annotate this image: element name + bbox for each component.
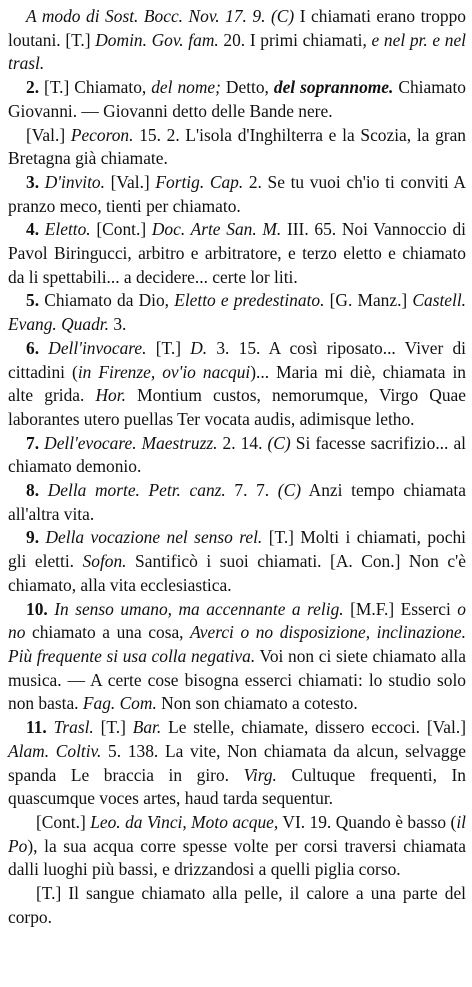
entry-chiamato-sost [8,5,466,76]
text-run: Chiamato Giovanni. — Giovanni detto delle Bande nere. [8,77,466,121]
entry-11-trasl [8,716,466,811]
entry-5-chiamato-da-dio [8,289,466,336]
sense-number: 11. [26,717,47,738]
text-run: Non son chiamato a cotesto. [156,693,358,714]
styled-text-run: e nel pr. e nel trasl. [8,29,466,74]
text-run: ), la sua acqua corre spesse volte per corsi traversi chiamata dalli luoghi più bassi, e drizzandosi a quelli piglia corso. [8,835,466,880]
sense-number: 5. [26,290,40,311]
text-run: 3. 15. A così riposato... Viver di cittadini ( [8,337,466,382]
entry-leo-da-vinci [8,811,466,882]
text-run: Cultuque frequenti, In quascumque voces artes, haud tarda sequentur. [8,764,466,809]
text-run [39,480,48,500]
styled-text-run: Virg. [243,764,277,785]
sense-number: 3. [26,171,40,192]
styled-text-run: A modo di Sost. Bocc. Nov. 17. 9. (C) [26,6,295,26]
text-run: 2. 14. [217,432,268,453]
text-run: [T.] Chiamato, [39,77,152,98]
text-run: 15. 2. L'isola d'Inghilterra e la Scozia, la gran Bretagna già chiamate. [8,124,466,169]
styled-text-run: Leo. da Vinci, Moto acque, [90,811,279,832]
text-run: [M.F.] Esserci [343,598,458,619]
styled-text-run: Doc. Arte San. M. [151,219,282,240]
styled-text-run: Sofon. [82,551,127,572]
text-run: 2. Se tu vuoi ch'io ti conviti A pranzo meco, tienti per chiamato. [8,171,466,216]
text-run: Si facesse sacrifizio... al chiamato demonio. [8,432,467,477]
sense-number: 10. [26,598,48,619]
text-run: I chiamati erano troppo loutani. [T.] [8,6,466,50]
text-run: Chiamato da Dio, [39,290,175,311]
text-run: [G. Manz.] [324,290,413,311]
styled-text-run: o no [8,598,466,643]
entry-8-morte [8,479,466,526]
sense-number: 4. [26,219,40,240]
text-run: [Cont.] [90,219,152,240]
entry-6-invocare [8,337,466,432]
text-run: chiamato a una cosa, [25,622,191,643]
text-run: [T.] Molti i chiamati, pochi gli eletti. [8,527,466,572]
text-run: VI. 19. Quando è basso ( [278,811,457,832]
text-run: Anzi tempo chiamata all'altra vita. [8,480,466,524]
styled-text-run: Dell'invocare. [48,337,147,358]
styled-text-run: D. [190,337,208,358]
styled-text-run: Fag. Com. [82,693,157,714]
styled-text-run: Eletto. [44,219,91,240]
styled-text-run: del nome; [151,77,221,98]
styled-text-run: Della vocazione nel senso rel. [45,527,263,548]
entry-pecoron-citation [8,124,466,171]
styled-text-run: Dell'evocare. Maestruzz. [44,432,218,453]
styled-text-run: Bar. [132,717,162,738]
styled-text-run: (C) [267,432,291,453]
entry-9-vocazione [8,526,466,597]
text-run: [Val.] [104,171,156,192]
text-run: )... Maria mi diè, chiamata in alte grida. [8,361,466,406]
entry-sangue-chiamato [8,882,466,929]
sense-number: 2. [26,77,40,98]
styled-text-run: Alam. Coltiv. [8,740,102,761]
entry-10-senso-umano [8,598,466,717]
styled-text-run: del soprannome. [273,77,394,98]
styled-text-run: in Firenze, ov'io nacqui [77,361,251,382]
text-run: Santificò i suoi chiamati. [A. Con.] Non c'è chiamato, alla vita ecclesiastica. [8,551,466,595]
styled-text-run: (C) [277,480,301,501]
text-run: Detto, [220,77,274,98]
sense-number: 7. [26,432,40,453]
text-run [39,338,48,358]
sense-number: 6. [26,337,40,358]
styled-text-run: Eletto e predestinato. [174,290,325,311]
styled-text-run: Della morte. Petr. canz. [47,480,226,501]
styled-text-run: Trasl. [53,717,94,738]
text-run: Voi non ci siete chiamato alla musica. — A certe cose bisogna esserci chiamati: lo studio solo non basta. [8,645,466,714]
styled-text-run: In senso umano, ma accennante a relig. [54,598,344,619]
text-run: [T.] [146,337,191,358]
text-run: [Val.] [26,124,71,145]
text-run: 20. I primi chiamati, [218,29,372,50]
styled-text-run: D'invito. [44,171,105,192]
text-run: III. 65. Noi Vannoccio di Pavol Biringucci, arbitro e arbitratore, e terzo eletto e chiamato da li spettabili... a decidere... certe lor liti. [8,219,466,287]
text-run: [Cont.] [36,811,91,832]
entry-7-evocare [8,432,466,479]
text-run: 3. [108,314,127,335]
styled-text-run: Domin. Gov. fam. [95,29,219,50]
text-run: Le stelle, chiamate, dissero eccoci. [Val.] [161,717,466,738]
text-run: [T.] Il sangue chiamato alla pelle, il calore a una parte del corpo. [8,883,466,927]
text-run: Montium custos, nemorumque, Virgo Quae laborantes utero puellas Ter vocata audis, adimisque letho. [8,385,466,429]
entry-3-invito [8,171,466,218]
sense-number: 8. [26,480,40,501]
text-run: 7. 7. [225,480,278,501]
sense-number: 9. [26,527,40,548]
styled-text-run: Castell. Evang. Quadr. [8,290,467,335]
styled-text-run: Fortig. Cap. [155,171,244,192]
text-run: [T.] [93,717,133,738]
styled-text-run: il Po [8,811,467,856]
styled-text-run: Pecoron. [70,124,134,145]
text-run [47,717,54,737]
entry-4-eletto [8,218,466,289]
styled-text-run: Hor. [95,385,126,406]
entry-2-del-nome [8,76,466,123]
styled-text-run: Averci o no disposizione, inclinazione. Più frequente si usa colla negativa. [8,622,466,666]
text-run: 5. 138. La vite, Non chiamata da alcun, selvagge spanda Le braccia in giro. [8,740,466,785]
